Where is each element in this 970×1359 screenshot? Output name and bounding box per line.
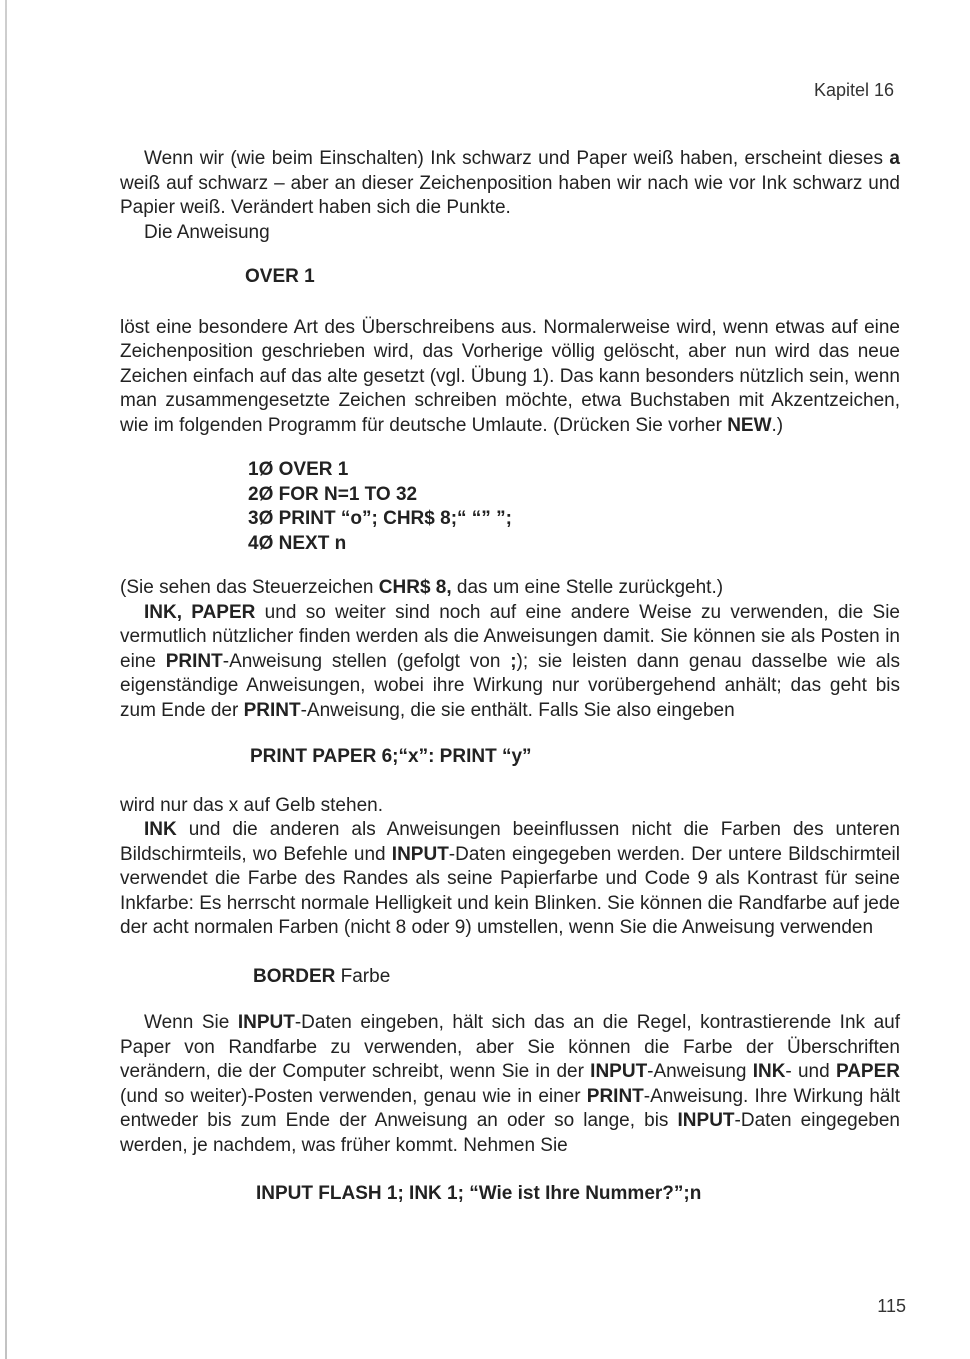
program-listing	[248, 458, 900, 556]
paragraph-1: Wenn wir (wie beim Einschalten) Ink schwarz und Paper weiß haben, erscheint dieses a weiß auf schwarz – aber an dieser Zeichenposition haben wir nach wie vor Ink schwarz und Papier weiß. Verändert haben sich die Punkte.	[120, 148, 900, 218]
program-line: 3Ø PRINT “o”; CHR$ 8;“ “” ”;	[248, 508, 512, 529]
paragraph-3: löst eine besondere Art des Überschreibens aus. Normalerweise wird, wenn etwas auf eine Zeichenposition geschrieben wird, das Vorherige völlig gelöscht, aber nun wird das neue Zeichen einfach auf das alte gesetzt (vgl. Übung 1). Das kann besonders nützlich sein, wenn man zusammengesetzte Zeichen schreiben möchte, etwa Buchstaben mit Akzentzeichen, wie im folgenden Programm für deutsche Umlaute. (Drücken Sie vorher NEW.)	[120, 316, 900, 436]
page-edge	[5, 0, 7, 1359]
command-over: OVER 1	[245, 266, 315, 287]
program-line: 2Ø FOR N=1 TO 32	[248, 483, 418, 505]
paragraph-6: wird nur das x auf Gelb stehen.	[120, 794, 383, 816]
command-border: BORDER Farbe	[253, 965, 391, 987]
page-number: 115	[877, 1296, 906, 1316]
paragraph-5: INK, PAPER und so weiter sind noch auf eine andere Weise zu verwenden, die Sie vermutlich nützlicher finden werden als die Anweisungen damit. Sie können sie als Posten in eine PRINT-Anweisung stellen (gefolgt von ;); sie leisten dann genau dasselbe wie als eigenständige Anweisungen, wobei ihre Wirkung nur vorübergehend anhält; das geht bis zum Ende der PRINT-Anweisung, die sie enthält. Falls Sie also eingeben	[120, 601, 901, 721]
paragraph-8: Wenn Sie INPUT-Daten eingeben, hält sich das an die Regel, kontrastierende Ink auf Paper von Randfarbe zu verwenden, aber Sie können die Farbe der Überschriften verändern, die der Computer schreibt, wenn Sie in der INPUT-Anweisung INK- und PAPER (und so weiter)-Posten verwenden, genau wie in einer PRINT-Anweisung. Ihre Wirkung hält entweder bis zum Ende der Anweisung an oder so lange, bis INPUT-Daten eingegeben werden, je nachdem, was früher kommt. Nehmen Sie	[120, 1012, 900, 1156]
chapter-header: Kapitel 16	[813, 80, 894, 100]
page-body	[120, 147, 900, 1207]
program-line: 1Ø OVER 1	[248, 459, 349, 480]
program-line: 4Ø NEXT n	[248, 532, 347, 554]
command-print: PRINT PAPER 6;“x”: PRINT “y”	[250, 746, 532, 767]
command-input: INPUT FLASH 1; INK 1; “Wie ist Ihre Nummer?”;n	[256, 1183, 702, 1204]
paragraph-2: Die Anweisung	[144, 221, 270, 243]
paragraph-7: INK und die anderen als Anweisungen beeinflussen nicht die Farben des unteren Bildschirmteils, wo Befehle und INPUT-Daten eingegeben werden. Der untere Bildschirmteil verwendet die Farbe des Randes als seine Papierfarbe und Code 9 als Kontrast für seine Inkfarbe: Es herrscht normale Helligkeit und kein Blinken. Sie können die Randfarbe auf jede der acht normalen Farben (nicht 8 oder 9) umstellen, wenn Sie die Anweisung verwenden	[120, 819, 900, 938]
paragraph-4: (Sie sehen das Steuerzeichen CHR$ 8, das um eine Stelle zurückgeht.)	[120, 577, 724, 598]
